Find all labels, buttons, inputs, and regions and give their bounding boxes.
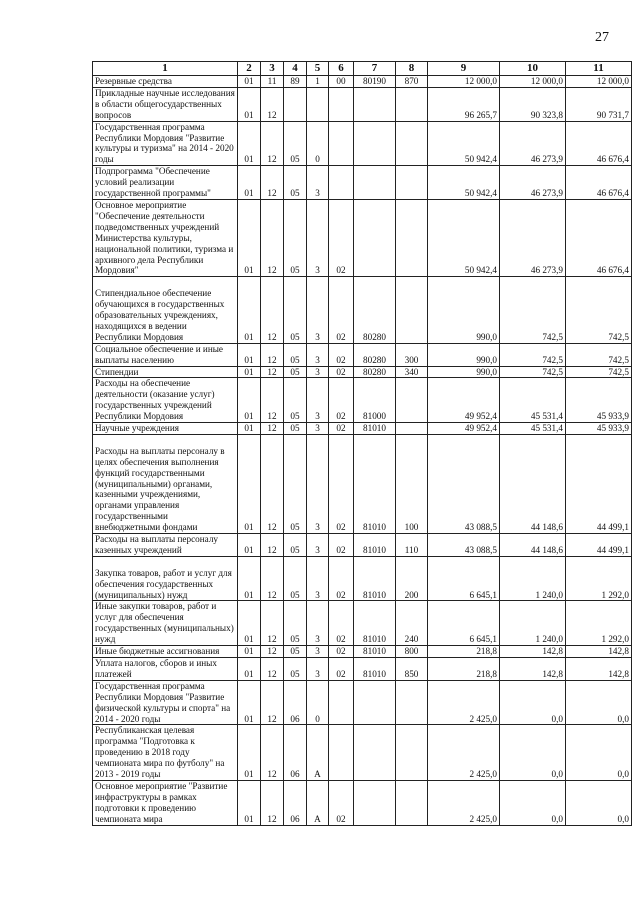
row-cell <box>329 680 354 725</box>
table-row <box>93 534 632 557</box>
row-cell <box>329 87 354 121</box>
row-cell: 2 425,0 <box>428 680 500 725</box>
row-name: Расходы на выплаты персоналу в целях обеспечения выполнения функций государственными (муниципальными) органами, казенными учреждениями, органами управления государственными внебюджетными фондами <box>93 434 238 533</box>
row-cell: 6 645,1 <box>428 556 500 601</box>
row-cell: 01 <box>238 680 261 725</box>
row-cell: 05 <box>284 534 307 557</box>
row-cell: 12 <box>261 646 284 658</box>
table-row <box>93 87 632 121</box>
table-row <box>93 601 632 646</box>
row-cell: 1 292,0 <box>566 601 632 646</box>
row-cell: 05 <box>284 434 307 533</box>
row-cell: 01 <box>238 434 261 533</box>
row-cell: 45 531,4 <box>500 378 566 423</box>
row-cell: 100 <box>396 434 428 533</box>
row-cell <box>396 680 428 725</box>
row-cell: 3 <box>307 343 329 366</box>
row-cell: 12 <box>261 199 284 276</box>
row-cell: 89 <box>284 76 307 88</box>
row-cell: 01 <box>238 366 261 378</box>
row-cell: 01 <box>238 556 261 601</box>
row-cell: 05 <box>284 166 307 200</box>
row-cell <box>354 121 396 166</box>
row-cell: 1 292,0 <box>566 556 632 601</box>
row-name: Закупка товаров, работ и услуг для обеспечения государственных (муниципальных) нужд <box>93 556 238 601</box>
row-cell: 850 <box>396 657 428 680</box>
row-cell <box>396 725 428 781</box>
column-header: 8 <box>396 62 428 76</box>
row-cell: 81010 <box>354 657 396 680</box>
row-cell: 12 <box>261 657 284 680</box>
row-cell: 81010 <box>354 534 396 557</box>
row-cell: 05 <box>284 646 307 658</box>
row-cell: 12 000,0 <box>566 76 632 88</box>
row-cell: 3 <box>307 423 329 435</box>
row-cell: 01 <box>238 601 261 646</box>
row-cell: 05 <box>284 366 307 378</box>
row-cell: 01 <box>238 646 261 658</box>
row-cell <box>396 199 428 276</box>
row-cell <box>396 121 428 166</box>
row-name: Научные учреждения <box>93 423 238 435</box>
row-cell: 1 240,0 <box>500 601 566 646</box>
row-name: Стипендиальное обеспечение обучающихся в государственных образовательных учреждениях, находящихся в ведении Республики Мордовия <box>93 277 238 343</box>
row-cell: 200 <box>396 556 428 601</box>
row-cell: 218,8 <box>428 646 500 658</box>
table-row <box>93 366 632 378</box>
row-cell <box>284 87 307 121</box>
row-cell: 01 <box>238 87 261 121</box>
row-cell: 12 000,0 <box>428 76 500 88</box>
row-cell <box>329 121 354 166</box>
row-cell: 02 <box>329 366 354 378</box>
row-cell: 49 952,4 <box>428 423 500 435</box>
row-cell: 2 425,0 <box>428 780 500 825</box>
row-cell: 05 <box>284 423 307 435</box>
row-cell: 12 000,0 <box>500 76 566 88</box>
row-cell: 01 <box>238 121 261 166</box>
row-cell: 02 <box>329 343 354 366</box>
table-row <box>93 199 632 276</box>
row-name: Государственная программа Республики Мордовия "Развитие физической культуры и спорта" на 2014 - 2020 годы <box>93 680 238 725</box>
row-cell <box>396 166 428 200</box>
row-cell: 3 <box>307 556 329 601</box>
row-cell: 46 273,9 <box>500 199 566 276</box>
row-cell: 05 <box>284 556 307 601</box>
row-cell: 02 <box>329 423 354 435</box>
row-cell: 3 <box>307 646 329 658</box>
row-cell: 02 <box>329 277 354 343</box>
column-header: 11 <box>566 62 632 76</box>
column-header: 7 <box>354 62 396 76</box>
row-cell: 990,0 <box>428 366 500 378</box>
row-cell: 742,5 <box>500 366 566 378</box>
row-cell: 01 <box>238 343 261 366</box>
row-name: Расходы на обеспечение деятельности (оказание услуг) государственных учреждений Республики Мордовия <box>93 378 238 423</box>
table-row <box>93 76 632 88</box>
row-cell: 12 <box>261 166 284 200</box>
row-cell: 11 <box>261 76 284 88</box>
table-row <box>93 423 632 435</box>
row-cell: 01 <box>238 534 261 557</box>
row-name: Уплата налогов, сборов и иных платежей <box>93 657 238 680</box>
row-cell: 240 <box>396 601 428 646</box>
row-cell: 3 <box>307 199 329 276</box>
row-cell: 12 <box>261 725 284 781</box>
row-cell: 06 <box>284 680 307 725</box>
row-cell: 6 645,1 <box>428 601 500 646</box>
column-header: 6 <box>329 62 354 76</box>
row-cell: А <box>307 725 329 781</box>
row-cell: 3 <box>307 434 329 533</box>
column-header: 4 <box>284 62 307 76</box>
row-cell: 12 <box>261 121 284 166</box>
row-cell: 45 933,9 <box>566 378 632 423</box>
row-cell: 0,0 <box>500 780 566 825</box>
row-cell: 44 499,1 <box>566 434 632 533</box>
row-cell <box>307 87 329 121</box>
row-name: Иные закупки товаров, работ и услуг для обеспечения государственных (муниципальных) нужд <box>93 601 238 646</box>
row-cell: 80280 <box>354 366 396 378</box>
row-cell <box>329 725 354 781</box>
row-cell: 80190 <box>354 76 396 88</box>
table-row <box>93 166 632 200</box>
row-cell <box>396 423 428 435</box>
row-cell: 142,8 <box>500 657 566 680</box>
row-cell: 46 676,4 <box>566 121 632 166</box>
row-name: Расходы на выплаты персоналу казенных учреждений <box>93 534 238 557</box>
row-cell: 05 <box>284 657 307 680</box>
row-name: Подпрограмма "Обеспечение условий реализации государственной программы" <box>93 166 238 200</box>
row-cell: 12 <box>261 601 284 646</box>
row-cell: 3 <box>307 534 329 557</box>
row-cell: 02 <box>329 657 354 680</box>
row-cell: 81010 <box>354 423 396 435</box>
row-cell: А <box>307 780 329 825</box>
row-cell: 2 425,0 <box>428 725 500 781</box>
row-cell: 43 088,5 <box>428 534 500 557</box>
table-row <box>93 277 632 343</box>
row-cell: 81000 <box>354 378 396 423</box>
row-cell: 870 <box>396 76 428 88</box>
row-cell: 02 <box>329 199 354 276</box>
row-cell: 06 <box>284 725 307 781</box>
row-cell <box>396 87 428 121</box>
row-cell: 96 265,7 <box>428 87 500 121</box>
row-name: Основное мероприятие "Развитие инфраструктуры в рамках подготовки к проведению чемпионата мира <box>93 780 238 825</box>
row-cell <box>396 277 428 343</box>
row-cell: 742,5 <box>500 343 566 366</box>
table-header-row <box>93 62 632 76</box>
row-cell: 12 <box>261 534 284 557</box>
row-cell: 49 952,4 <box>428 378 500 423</box>
row-cell: 12 <box>261 366 284 378</box>
row-cell: 90 731,7 <box>566 87 632 121</box>
row-cell: 142,8 <box>566 657 632 680</box>
row-name: Социальное обеспечение и иные выплаты населению <box>93 343 238 366</box>
row-cell: 02 <box>329 534 354 557</box>
row-cell: 02 <box>329 434 354 533</box>
row-cell: 1 240,0 <box>500 556 566 601</box>
row-cell: 142,8 <box>566 646 632 658</box>
column-header: 3 <box>261 62 284 76</box>
table-row <box>93 780 632 825</box>
table-row <box>93 343 632 366</box>
row-cell: 05 <box>284 277 307 343</box>
table-row <box>93 680 632 725</box>
row-cell <box>354 680 396 725</box>
row-cell: 12 <box>261 780 284 825</box>
row-cell: 80280 <box>354 277 396 343</box>
row-cell: 44 499,1 <box>566 534 632 557</box>
column-header: 2 <box>238 62 261 76</box>
row-cell: 80280 <box>354 343 396 366</box>
row-cell: 81010 <box>354 434 396 533</box>
row-cell <box>354 725 396 781</box>
row-cell: 300 <box>396 343 428 366</box>
row-cell: 800 <box>396 646 428 658</box>
row-cell: 02 <box>329 378 354 423</box>
row-cell: 01 <box>238 725 261 781</box>
row-name: Иные бюджетные ассигнования <box>93 646 238 658</box>
row-cell <box>354 199 396 276</box>
row-name: Стипендии <box>93 366 238 378</box>
row-cell: 12 <box>261 343 284 366</box>
row-cell: 46 676,4 <box>566 199 632 276</box>
row-cell: 81010 <box>354 556 396 601</box>
row-cell: 12 <box>261 423 284 435</box>
row-cell: 06 <box>284 780 307 825</box>
row-cell: 12 <box>261 87 284 121</box>
row-cell: 12 <box>261 277 284 343</box>
column-header: 9 <box>428 62 500 76</box>
table-row <box>93 646 632 658</box>
row-cell: 0,0 <box>500 725 566 781</box>
row-cell: 81010 <box>354 646 396 658</box>
row-name: Республиканская целевая программа "Подготовка к проведению в 2018 году чемпионата мира по футболу" на 2013 - 2019 годы <box>93 725 238 781</box>
row-cell: 00 <box>329 76 354 88</box>
row-cell: 01 <box>238 423 261 435</box>
row-cell: 12 <box>261 378 284 423</box>
row-cell: 142,8 <box>500 646 566 658</box>
row-cell: 50 942,4 <box>428 121 500 166</box>
row-cell: 90 323,8 <box>500 87 566 121</box>
row-cell: 3 <box>307 378 329 423</box>
row-cell: 340 <box>396 366 428 378</box>
row-cell: 81010 <box>354 601 396 646</box>
row-cell: 12 <box>261 556 284 601</box>
row-cell: 05 <box>284 121 307 166</box>
row-cell: 01 <box>238 199 261 276</box>
row-cell: 01 <box>238 780 261 825</box>
row-cell: 990,0 <box>428 277 500 343</box>
row-cell: 742,5 <box>566 366 632 378</box>
page-number: 27 <box>595 30 609 45</box>
row-name: Государственная программа Республики Мордовия "Развитие культуры и туризма" на 2014 - 2020 годы <box>93 121 238 166</box>
row-cell: 02 <box>329 601 354 646</box>
table-row <box>93 725 632 781</box>
row-cell: 05 <box>284 199 307 276</box>
row-cell: 742,5 <box>566 343 632 366</box>
table-row <box>93 657 632 680</box>
row-cell: 0,0 <box>566 780 632 825</box>
row-cell: 0,0 <box>566 680 632 725</box>
row-cell: 44 148,6 <box>500 534 566 557</box>
row-cell: 12 <box>261 434 284 533</box>
row-cell: 01 <box>238 166 261 200</box>
row-cell: 46 676,4 <box>566 166 632 200</box>
row-cell: 43 088,5 <box>428 434 500 533</box>
row-cell: 05 <box>284 601 307 646</box>
row-cell: 742,5 <box>500 277 566 343</box>
row-cell <box>354 780 396 825</box>
row-cell: 50 942,4 <box>428 199 500 276</box>
row-cell: 0,0 <box>566 725 632 781</box>
row-cell <box>396 780 428 825</box>
row-cell: 0,0 <box>500 680 566 725</box>
table-row <box>93 121 632 166</box>
table-row <box>93 434 632 533</box>
row-cell: 02 <box>329 556 354 601</box>
table-row <box>93 378 632 423</box>
row-cell: 3 <box>307 166 329 200</box>
row-cell <box>354 166 396 200</box>
row-cell: 02 <box>329 646 354 658</box>
row-cell: 1 <box>307 76 329 88</box>
column-header: 10 <box>500 62 566 76</box>
row-cell: 50 942,4 <box>428 166 500 200</box>
row-cell: 01 <box>238 277 261 343</box>
row-cell <box>329 166 354 200</box>
row-cell <box>354 87 396 121</box>
row-cell: 110 <box>396 534 428 557</box>
column-header: 1 <box>93 62 238 76</box>
row-cell: 990,0 <box>428 343 500 366</box>
row-cell: 742,5 <box>566 277 632 343</box>
row-name: Основное мероприятие "Обеспечение деятельности подведомственных учреждений Министерства культуры, национальной политики, туризма и архивного дела Республики Мордовия" <box>93 199 238 276</box>
row-cell: 12 <box>261 680 284 725</box>
row-cell: 05 <box>284 378 307 423</box>
row-cell: 0 <box>307 121 329 166</box>
row-cell: 3 <box>307 601 329 646</box>
row-cell: 3 <box>307 657 329 680</box>
row-cell: 01 <box>238 657 261 680</box>
row-name: Прикладные научные исследования в области общегосударственных вопросов <box>93 87 238 121</box>
row-name: Резервные средства <box>93 76 238 88</box>
column-header: 5 <box>307 62 329 76</box>
row-cell: 02 <box>329 780 354 825</box>
budget-table <box>92 61 632 826</box>
row-cell: 218,8 <box>428 657 500 680</box>
row-cell: 0 <box>307 680 329 725</box>
row-cell: 45 531,4 <box>500 423 566 435</box>
row-cell: 44 148,6 <box>500 434 566 533</box>
row-cell: 01 <box>238 378 261 423</box>
row-cell: 05 <box>284 343 307 366</box>
row-cell: 46 273,9 <box>500 166 566 200</box>
row-cell: 3 <box>307 366 329 378</box>
row-cell: 01 <box>238 76 261 88</box>
row-cell: 45 933,9 <box>566 423 632 435</box>
row-cell: 46 273,9 <box>500 121 566 166</box>
table-row <box>93 556 632 601</box>
row-cell <box>396 378 428 423</box>
row-cell: 3 <box>307 277 329 343</box>
